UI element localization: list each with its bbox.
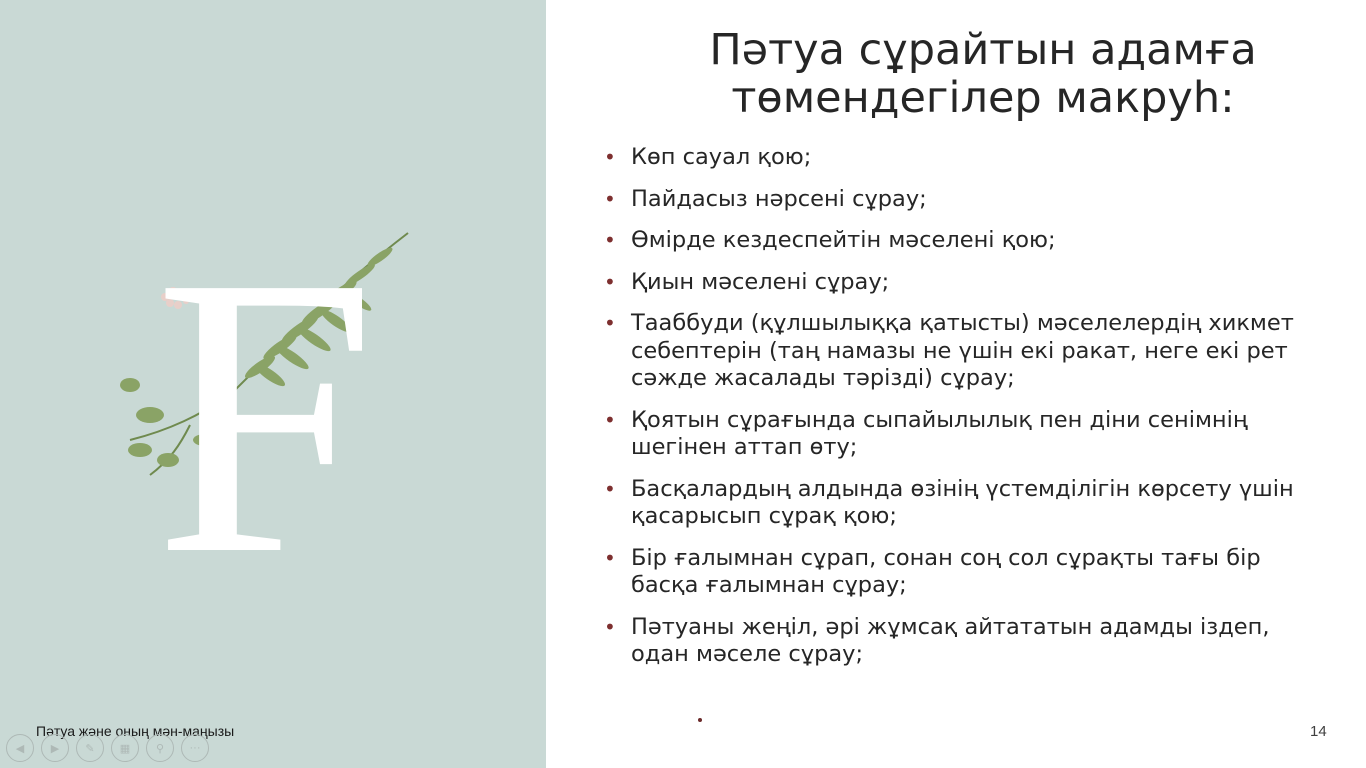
bullet-text: Өмірде кездеспейтін мәселені қою; (631, 227, 1056, 253)
slide-footer: Пәтуа және оның мән-маңызы (36, 723, 235, 739)
decorative-panel (0, 0, 546, 768)
bullet-text: Қиын мәселені сұрау; (631, 268, 890, 295)
bullet-marker: • (604, 476, 616, 501)
bullet-text: Тааббуди (құлшылыққа қатысты) мәселелердің хикмет себептерін (таң намазы не үшін екі ракат, неге екі рет сәжде жасалады тәрізді) сұрау; (631, 310, 1294, 391)
bullet-marker: • (604, 311, 616, 335)
bullet-marker: • (604, 145, 616, 169)
next-slide-icon[interactable]: ▶ (41, 734, 69, 762)
previous-slide-icon[interactable]: ◀ (6, 734, 34, 762)
slideshow-navigation (6, 734, 209, 762)
zoom-icon[interactable]: ⚲ (146, 734, 174, 762)
decorative-letter: F (154, 194, 377, 637)
slide-title: Пәтуа сұрайтын адамға төмендегілер макруһ: (709, 25, 1257, 123)
bullet-marker: • (604, 614, 616, 639)
slide-number: 14 (1310, 723, 1327, 740)
bullet-list (604, 144, 1326, 683)
list-item (604, 186, 1326, 214)
pen-icon[interactable]: ✎ (76, 734, 104, 762)
more-options-icon[interactable]: ··· (181, 734, 209, 762)
bullet-text: Қоятын сұрағында сыпайылылық пен діни сенімнің шегінен аттап өту; (631, 406, 1248, 460)
bullet-text: Бір ғалымнан сұрап, сонан соң сол сұрақты тағы бір басқа ғалымнан сұрау; (631, 544, 1261, 598)
list-item (604, 614, 1326, 669)
list-item (604, 407, 1326, 462)
slides-grid-icon[interactable]: ▦ (111, 734, 139, 762)
bullet-marker: • (604, 545, 616, 570)
list-item (604, 269, 1326, 297)
bullet-text: Көп сауал қою; (631, 144, 812, 170)
bullet-marker: • (604, 269, 616, 294)
list-item (604, 476, 1326, 531)
bullet-marker: • (604, 186, 616, 211)
list-item (604, 227, 1326, 255)
bullet-marker: • (604, 407, 616, 432)
bullet-marker: • (604, 228, 616, 252)
bullet-text: Пайдасыз нәрсені сұрау; (631, 185, 927, 212)
list-item (604, 310, 1326, 393)
list-item (604, 545, 1326, 600)
bullet-text: Басқалардың алдында өзінің үстемділігін көрсету үшін қасарысып сұрақ қою; (631, 475, 1294, 529)
decorative-dot (698, 718, 702, 722)
bullet-text: Пәтуаны жеңіл, әрі жұмсақ айтататын адамды іздеп, одан мәселе сұрау; (631, 613, 1270, 667)
list-item (604, 144, 1326, 172)
